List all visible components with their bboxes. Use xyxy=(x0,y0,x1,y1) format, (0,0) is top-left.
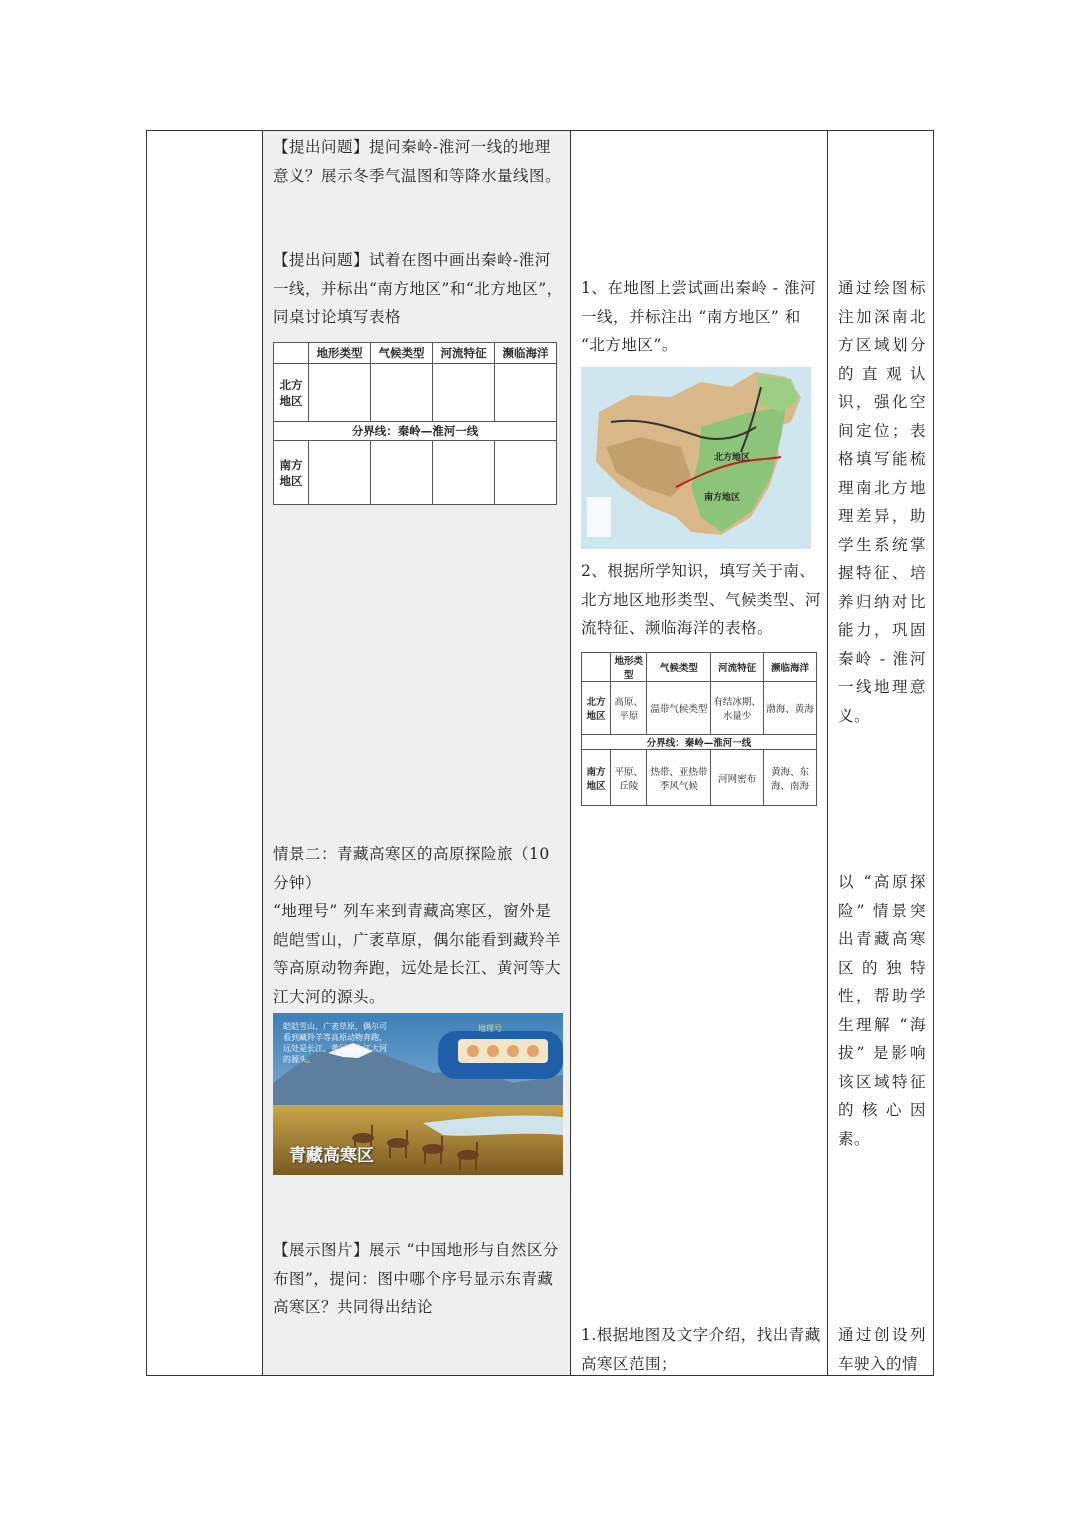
row-label-south: 南方地区 xyxy=(582,750,611,806)
map-label-south: 南方地区 xyxy=(704,493,741,503)
train-label: 地理号 xyxy=(478,1024,502,1033)
table-header-cell: 地形类型 xyxy=(611,653,647,682)
question-3-text: 展示 “中国地形与自然区分布图”，提问：图中哪个序号显示东青藏高寒区？共同得出结论 xyxy=(273,1241,559,1316)
question-1-text: 提问秦岭-淮河一线的地理意义？展示冬季气温图和等降水量线图。 xyxy=(273,138,562,185)
question-2-text: 试着在图中画出秦岭-淮河一线，并标出“南方地区”和“北方地区”，同桌讨论填写表格 xyxy=(273,251,563,326)
row-label-north: 北方地区 xyxy=(274,364,309,422)
task-3: 1.根据地图及文字介绍，找出青藏高寒区范围； xyxy=(581,1326,821,1373)
table-header-cell: 气候类型 xyxy=(371,343,433,364)
china-map-illustration xyxy=(581,367,811,549)
table-header-cell: 河流特征 xyxy=(711,653,764,682)
table-cell: 河网密布 xyxy=(711,750,764,806)
question-3 xyxy=(273,1236,563,1322)
table-cell xyxy=(495,364,557,422)
scene-2-text: “地理号” 列车来到青藏高寒区，窗外是皑皑雪山，广袤草原，偶尔能看到藏羚羊等高原动物奔跑，远处是长江、黄河等大江大河的源头。 xyxy=(273,902,562,1006)
table-header-cell xyxy=(274,343,309,364)
table-cell: 平原、丘陵 xyxy=(611,750,647,806)
task-1: 1、在地图上尝试画出秦岭 - 淮河一线，并标注出 “南方地区” 和 “北方地区”。 xyxy=(581,279,816,354)
column-stage xyxy=(147,131,263,1375)
design-note-1: 通过绘图标注加深南北方区域划分的直观认识，强化空间定位；表格填写能梳理南北方地理差异，助学生系统掌握特征、培养归纳对比能力，巩固秦岭 - 淮河一线地理意义。 xyxy=(838,279,926,725)
table-header-cell: 地形类型 xyxy=(309,343,371,364)
table-cell xyxy=(433,364,495,422)
divider-row: 分界线：秦岭—淮河一线 xyxy=(582,735,817,750)
china-topographic-map xyxy=(581,367,811,549)
table-cell xyxy=(371,441,433,505)
table-cell: 高原、平原 xyxy=(611,682,647,735)
table-cell xyxy=(309,441,371,505)
scene-2-title: 情景二：青藏高寒区的高原探险旅（10 分钟） xyxy=(273,845,550,892)
row-label-north: 北方地区 xyxy=(582,682,611,735)
table-cell xyxy=(433,441,495,505)
table-cell xyxy=(371,364,433,422)
table-cell: 热带、亚热带季风气候 xyxy=(647,750,711,806)
table-header-cell: 河流特征 xyxy=(433,343,495,364)
table-cell: 温带气候类型 xyxy=(647,682,711,735)
table-cell xyxy=(309,364,371,422)
question-2 xyxy=(273,246,563,332)
design-note-2: 以 “高原探险” 情景突出青藏高寒区的独特性，帮助学生理解 “海拔” 是影响该区域特征的核心因素。 xyxy=(838,873,926,1148)
table-cell: 黄海、东海、南海 xyxy=(764,750,817,806)
row-label-south: 南方地区 xyxy=(274,441,309,505)
table-header-cell: 气候类型 xyxy=(647,653,711,682)
table-cell: 有结冰期、水量少 xyxy=(711,682,764,735)
table-cell xyxy=(495,441,557,505)
lesson-plan-table xyxy=(146,130,934,1376)
question-1-tag: 【提出问题】 xyxy=(273,138,370,156)
question-3-tag: 【展示图片】 xyxy=(273,1241,370,1259)
table-header-cell xyxy=(582,653,611,682)
column-teacher-activity xyxy=(263,131,571,1375)
table-header-cell: 濒临海洋 xyxy=(764,653,817,682)
table-cell: 渤海、黄海 xyxy=(764,682,817,735)
column-student-activity xyxy=(571,131,828,1375)
task-2: 2、根据所学知识，填写关于南、北方地区地形类型、气候类型、河流特征、濒临海洋的表格。 xyxy=(581,562,822,637)
photo-caption: 青藏高寒区 xyxy=(289,1146,374,1166)
photo-overlay-text: 皑皑雪山、广袤草原，偶尔可看到藏羚羊等高原动物奔跑，远处是长江、黄河等大江大河的源头。 xyxy=(283,1022,387,1064)
tibet-plateau-photo xyxy=(273,1013,563,1175)
divider-row: 分界线：秦岭—淮河一线 xyxy=(274,422,557,441)
filled-north-south-table xyxy=(581,652,817,806)
column-design-intent xyxy=(828,131,934,1375)
design-note-3: 通过创设列车驶入的情 xyxy=(838,1326,926,1373)
question-1 xyxy=(273,133,563,190)
table-header-cell: 濒临海洋 xyxy=(495,343,557,364)
map-label-north: 北方地区 xyxy=(714,453,751,463)
question-2-tag: 【提出问题】 xyxy=(273,251,370,269)
blank-north-south-table xyxy=(273,342,557,505)
